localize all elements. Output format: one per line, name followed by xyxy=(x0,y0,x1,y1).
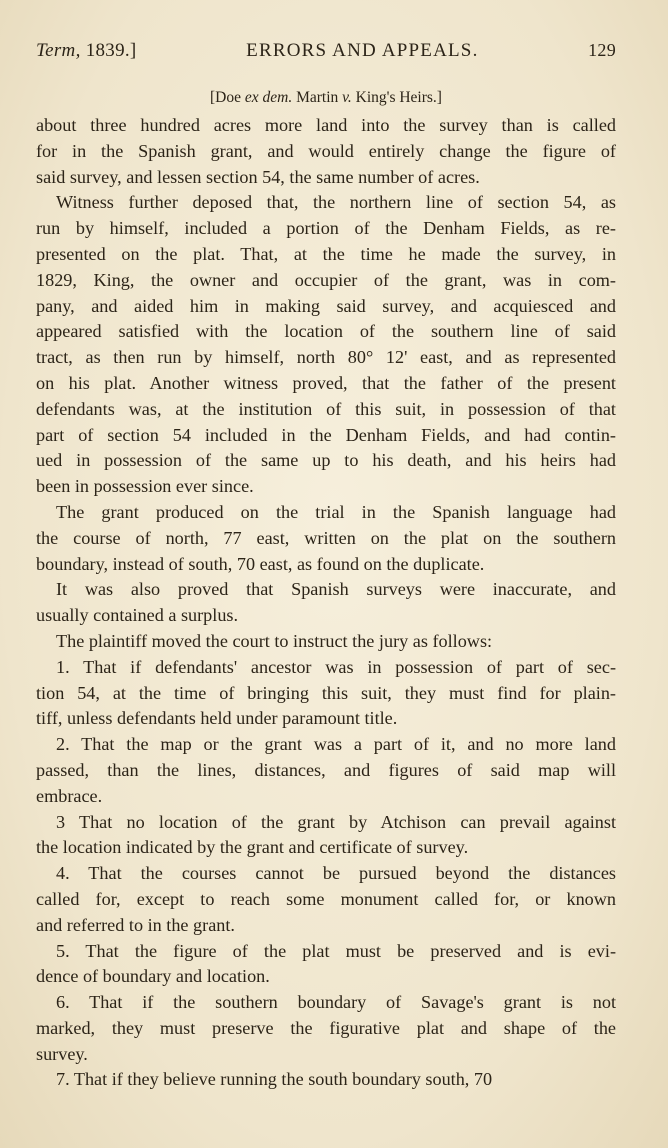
text-line: 1. That if defendants' ancestor was in possession of part of sec- xyxy=(56,656,616,677)
header-title: ERRORS AND APPEALS. xyxy=(246,40,479,61)
text-line: boundary, instead of south, 70 east, as found on the duplicate. xyxy=(36,553,485,574)
text-line: The grant produced on the trial in the Spanish language had xyxy=(56,501,616,522)
caption-martin: Martin xyxy=(296,89,339,106)
paragraph xyxy=(36,939,616,991)
text-line: 5. That the figure of the plat must be preserved and is evi- xyxy=(56,940,616,961)
paragraph xyxy=(36,655,616,732)
text-line: 2. That the map or the grant was a part of it, and no more land xyxy=(56,734,616,755)
text-line: marked, they must preserve the figurative plat and shape of the xyxy=(36,1017,616,1038)
text-line: embrace. xyxy=(36,785,103,806)
caption-rest: King's Heirs.] xyxy=(355,89,442,106)
text-line: dence of boundary and location. xyxy=(36,966,270,987)
text-line: on his plat. Another witness proved, that the father of the present xyxy=(36,372,616,393)
caption-ex-dem: ex dem. xyxy=(244,89,293,106)
text-line: appeared satisfied with the location of the southern line of said xyxy=(36,321,616,342)
text-line: 6. That if the southern boundary of Savage's grant is not xyxy=(56,992,616,1013)
running-header xyxy=(36,40,616,68)
paragraph xyxy=(36,1067,616,1093)
text-line: presented on the plat. That, at the time he made the survey, in xyxy=(36,243,616,264)
paragraph xyxy=(36,113,616,190)
text-line: defendants was, at the institution of this suit, in possession of that xyxy=(36,398,616,419)
text-line: Witness further deposed that, the northern line of section 54, as xyxy=(56,192,616,213)
text-line: 3 That no location of the grant by Atchison can prevail against xyxy=(56,811,616,832)
text-line: ued in possession of the same up to his death, and his heirs had xyxy=(36,450,616,471)
term-year: 1839.] xyxy=(85,40,137,61)
paragraph xyxy=(36,990,616,1067)
text-line: for in the Spanish grant, and would entirely change the figure of xyxy=(36,140,616,161)
paragraph xyxy=(36,577,616,629)
page-body xyxy=(36,113,616,1093)
text-line: part of section 54 included in the Denham Fields, and had contin- xyxy=(36,424,616,445)
text-line: about three hundred acres more land into the survey than is called xyxy=(36,115,616,135)
paragraph xyxy=(36,190,616,500)
caption-open: [Doe xyxy=(210,89,242,106)
text-line: 7. That if they believe running the south boundary south, 70 xyxy=(56,1069,493,1090)
text-line: pany, and aided him in making said survey, and acquiesced and xyxy=(36,295,616,316)
text-line: and referred to in the grant. xyxy=(36,914,235,935)
caption-v: v. xyxy=(342,89,352,106)
paragraph xyxy=(36,732,616,809)
page-number: 129 xyxy=(588,40,616,60)
text-line: It was also proved that Spanish surveys were inaccurate, and xyxy=(56,579,616,600)
text-line: 1829, King, the owner and occupier of the grant, was in com- xyxy=(36,269,616,290)
text-line: the course of north, 77 east, written on the plat on the southern xyxy=(36,527,616,548)
text-line: tract, as then run by himself, north 80° 12' east, and as represented xyxy=(36,347,616,368)
text-line: 4. That the courses cannot be pursued beyond the distances xyxy=(56,863,616,884)
text-line: usually contained a surplus. xyxy=(36,605,239,626)
text-line: called for, except to reach some monument called for, or known xyxy=(36,888,616,909)
term-label: Term, xyxy=(36,40,81,61)
paragraph xyxy=(36,810,616,862)
text-line: survey. xyxy=(36,1043,88,1064)
text-line: the location indicated by the grant and certificate of survey. xyxy=(36,837,469,858)
paragraph xyxy=(36,861,616,938)
text-line: passed, than the lines, distances, and figures of said map will xyxy=(36,759,616,780)
text-line: been in possession ever since. xyxy=(36,476,254,497)
text-line: tion 54, at the time of bringing this suit, they must find for plain- xyxy=(36,682,616,703)
case-caption xyxy=(36,89,616,113)
text-line: run by himself, included a portion of the Denham Fields, as re- xyxy=(36,218,616,239)
paragraph xyxy=(36,500,616,577)
text-line: said survey, and lessen section 54, the same number of acres. xyxy=(36,166,480,187)
header-term xyxy=(36,40,137,62)
paragraph xyxy=(36,629,616,655)
text-line: The plaintiff moved the court to instruct the jury as follows: xyxy=(56,630,493,651)
text-line: tiff, unless defendants held under paramount title. xyxy=(36,708,398,729)
